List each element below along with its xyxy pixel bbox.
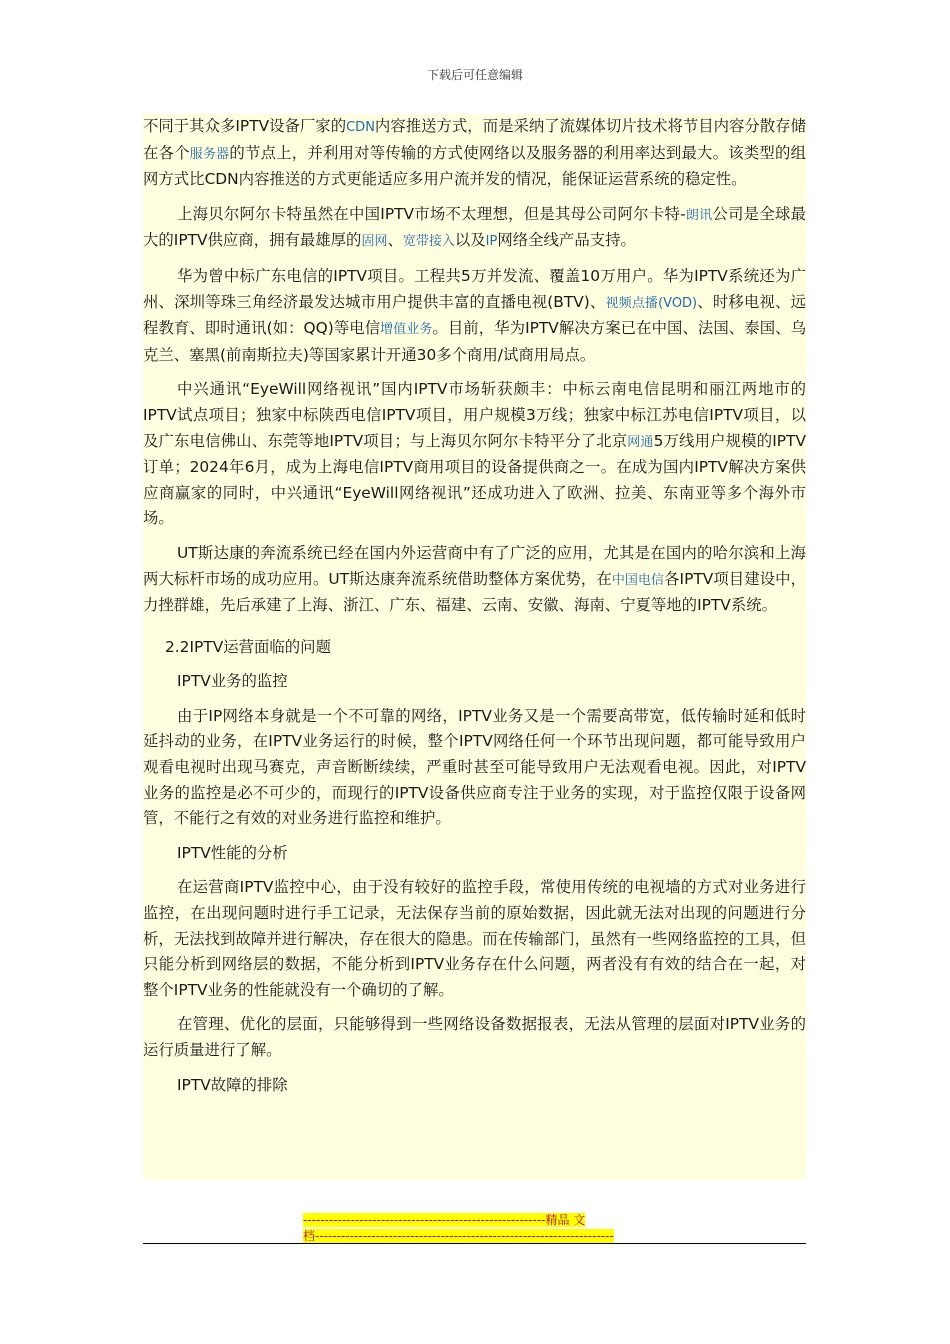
link-china-telecom[interactable]: 中国电信: [611, 572, 665, 588]
footer-rule: [143, 1243, 806, 1244]
text: 5万线用户规模的IPTV订单；2024年6月，成为上海电信IPTV商用项目的设备提供商之一。在成为国内IPTV解决方案供应商赢家的同时，中兴通讯“EyeWill网络视讯”还成功进入了欧洲、拉美、东南亚等多个海外市场。: [143, 431, 806, 528]
text: UT斯达康的奔流系统已经在国内外运营商中有了广泛的应用，尤其是在国内的哈尔滨和上海两大标杆市场的成功应用。UT斯达康奔流系统借助整体方案优势，在: [143, 543, 806, 588]
subheading-performance: IPTV性能的分析: [177, 843, 288, 862]
footer-line-2: 档---------------------------------------------------------------------: [303, 1229, 614, 1243]
page-header: 下载后可任意编辑: [426, 68, 523, 82]
text: 中兴通讯“EyeWill网络视讯”国内IPTV市场斩获颇丰：中标云南电信昆明和丽江两地市的IPTV试点项目；独家中标陕西电信IPTV项目，用户规模3万线；独家中标江苏电信IPTV项目，以及广东电信佛山、东莞等地IPTV项目；与上海贝尔阿尔卡特平分了北京: [143, 380, 806, 450]
link-netcom[interactable]: 网通: [627, 434, 654, 450]
section-heading: 2.2IPTV运营面临的问题: [165, 637, 331, 656]
text: 、: [387, 231, 403, 250]
text: 不同于其众多IPTV设备厂家的: [143, 117, 347, 135]
text: 内容推送方式，而是采纳了流媒体切片技术将节目内容分散存储在各个: [143, 117, 806, 162]
link-value-added[interactable]: 增值业务: [380, 322, 433, 338]
text: 公司是全球最大的IPTV供应商，拥有最雄厚的: [143, 204, 806, 250]
subheading-monitoring: IPTV业务的监控: [177, 672, 288, 691]
text: 华为曾中标广东电信的IPTV项目。工程共5万并发流、覆盖10万用户。华为IPTV系统还为广州、深圳等珠三角经济最发达城市用户提供丰富的直播电视(BTV)、: [143, 266, 806, 311]
link-server[interactable]: 服务器: [189, 146, 230, 162]
paragraph-4: [143, 377, 806, 532]
text: 、时移电视、远程教育、即时通讯(如：QQ)等电信: [143, 292, 806, 338]
subheading-troubleshooting: IPTV故障的排除: [177, 1075, 288, 1094]
document-body: [143, 114, 806, 1180]
link-ip[interactable]: IP: [485, 234, 498, 250]
paragraph-1: [143, 114, 806, 193]
paragraph-5: [143, 541, 806, 619]
link-vod[interactable]: 视频点播(VOD): [605, 295, 698, 311]
text: 的节点上，并利用对等传输的方式使网络以及服务器的利用率达到最大。该类型的组网方式比CDN内容推送的方式更能适应多用户流并发的情况，能保证运营系统的稳定性。: [143, 143, 806, 189]
paragraph-7: 在运营商IPTV监控中心，由于没有较好的监控手段，常使用传统的电视墙的方式对业务进行监控，在出现问题时进行手工记录，无法保存当前的原始数据，因此就无法对出现的问题进行分析，无法找到故障并进行解决，存在很大的隐患。而在传输部门，虽然有一些网络监控的工具，但只能分析到网络层的数据，不能分析到IPTV业务存在什么问题，两者没有有效的结合在一起，对整个IPTV业务的性能就没有一个确切的了解。: [143, 878, 806, 999]
text: 上海贝尔阿尔卡特虽然在中国IPTV市场不太理想，但是其母公司阿尔卡特-: [177, 204, 686, 223]
footer-line-1: --------------------------------------------------------精品 文: [303, 1213, 586, 1227]
link-broadband[interactable]: 宽带接入: [402, 234, 455, 250]
text: 以及: [454, 231, 486, 250]
text: 各IPTV项目建设中，力挫群雄，先后承建了上海、浙江、广东、福建、云南、安徽、海南、宁夏等地的IPTV系统。: [143, 569, 806, 615]
footer-watermark: [303, 1212, 648, 1244]
paragraph-8: 在管理、优化的层面，只能够得到一些网络设备数据报表，无法从管理的层面对IPTV业务的运行质量进行了解。: [143, 1015, 806, 1059]
link-cdn[interactable]: CDN: [346, 120, 375, 135]
link-fixed-network[interactable]: 固网: [361, 234, 388, 250]
paragraph-3: [143, 264, 806, 368]
paragraph-2: [143, 202, 806, 255]
link-lucent[interactable]: 朗讯: [685, 207, 713, 223]
paragraph-6: 由于IP网络本身就是一个不可靠的网络，IPTV业务又是一个需要高带宽，低传输时延和低时延抖动的业务，在IPTV业务运行的时候，整个IPTV网络任何一个环节出现问题，都可能导致用户观看电视时出现马赛克，声音断断续续，严重时甚至可能导致用户无法观看电视。因此，对IPTV业务的监控是必不可少的，而现行的IPTV设备供应商专注于业务的实现，对于监控仅限于设备网管，不能行之有效的对业务进行监控和维护。: [143, 706, 806, 828]
text: 网络全线产品支持。: [497, 231, 636, 250]
text: 。目前，华为IPTV解决方案已在中国、法国、泰国、乌克兰、塞黑(前南斯拉夫)等国家累计开通30多个商用/试商用局点。: [143, 319, 806, 364]
